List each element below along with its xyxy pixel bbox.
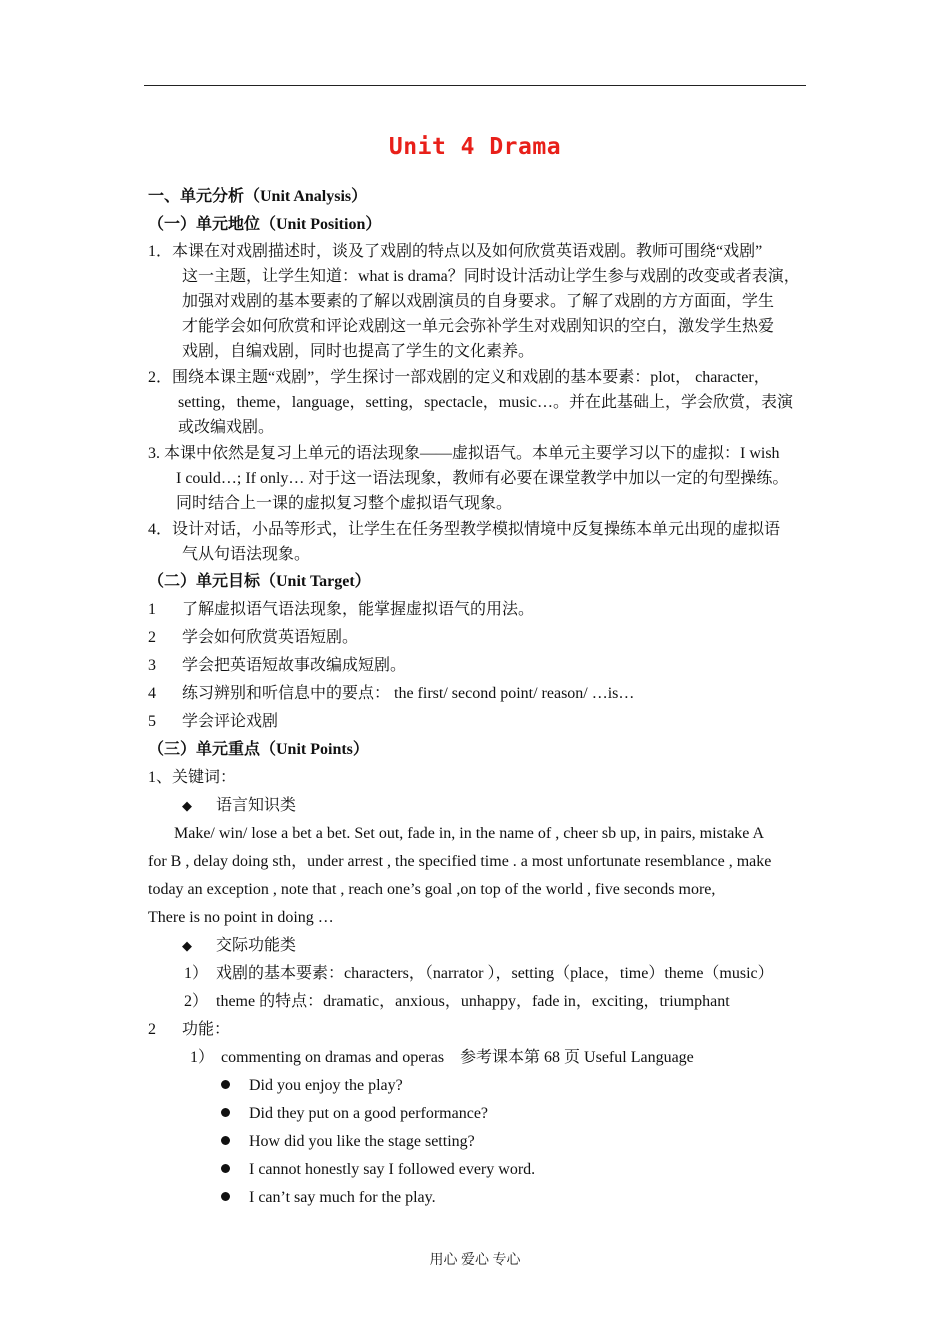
target-item [148, 708, 814, 736]
target-number: 3 [148, 657, 156, 674]
text-line: 加强对戏剧的基本要素的了解以戏剧演员的自身要求。了解了戏剧的方方面面，学生 [182, 293, 775, 310]
phrase-line: There is no point in doing … [148, 909, 334, 926]
target-text: 学会评论戏剧 [182, 713, 279, 730]
category-label: 语言知识类 [216, 797, 297, 814]
sub-item-text: theme 的特点：dramatic，anxious，unhappy，fade in，exciting，triumphant [216, 993, 730, 1010]
text-line: 4．设计对话，小品等形式，让学生在任务型教学模拟情境中反复操练本单元出现的虚拟语 [148, 521, 781, 538]
functions-item [148, 1044, 814, 1072]
section-heading: 一、单元分析（Unit Analysis） [148, 188, 368, 205]
bullet-text: Did you enjoy the play? [249, 1077, 403, 1094]
target-text: 练习辨别和听信息中的要点： the first/ second point/ reason/ …is… [182, 685, 635, 702]
sub-item [148, 988, 814, 1016]
phrase-line: for B , delay doing sth，under arrest , the specified time . a most unfortunate resemblance , make [148, 853, 772, 870]
header-rule [144, 85, 806, 86]
page-title: Unit 4 Drama [388, 134, 562, 160]
position-item-3 [148, 441, 814, 516]
list-item [148, 1156, 814, 1184]
text-line: 戏剧，自编戏剧，同时也提高了学生的文化素养。 [182, 343, 535, 360]
sub-item-number: 2） [184, 993, 209, 1010]
target-text: 学会如何欣赏英语短剧。 [182, 629, 359, 646]
bullet-dot-icon [221, 1136, 230, 1145]
text-line: I could…; If only… 对于这一语法现象，教师有必要在课堂教学中加以一定的句型操练。 [176, 470, 789, 487]
target-number: 1 [148, 601, 156, 618]
target-number: 2 [148, 629, 156, 646]
diamond-bullet-icon: ◆ [182, 938, 192, 953]
list-item [148, 1184, 814, 1212]
functions-item-text: commenting on dramas and operas 参考课本第 68 页 Useful Language [221, 1049, 694, 1066]
keywords-label: 1、关键词： [148, 769, 237, 786]
phrase-line: today an exception , note that , reach one’s goal ,on top of the world , five seconds more, [148, 881, 716, 898]
functions-item-number: 1） [190, 1049, 215, 1066]
functions-label: 功能： [182, 1021, 231, 1038]
list-item [148, 1100, 814, 1128]
page-footer: 用心 爱心 专心 [429, 1253, 521, 1268]
document-body [148, 183, 814, 1212]
target-item [148, 652, 814, 680]
target-text: 了解虚拟语气语法现象，能掌握虚拟语气的用法。 [182, 601, 535, 618]
sub-item [148, 960, 814, 988]
text-line: setting，theme，language，setting，spectacle，music…。并在此基础上，学会欣赏，表演 [178, 394, 794, 411]
unit-position-heading: （一）单元地位（Unit Position） [148, 216, 382, 233]
unit-points-heading: （三）单元重点（Unit Points） [148, 741, 369, 758]
target-number: 5 [148, 713, 156, 730]
language-category [148, 792, 814, 820]
bullet-text: Did they put on a good performance? [249, 1105, 489, 1122]
text-line: 2．围绕本课主题“戏剧”，学生探讨一部戏剧的定义和戏剧的基本要素：plot， character， [148, 369, 770, 386]
list-item [148, 1128, 814, 1156]
text-line: 这一主题，让学生知道：what is drama？同时设计活动让学生参与戏剧的改变或者表演， [182, 268, 800, 285]
text-line: 同时结合上一课的虚拟复习整个虚拟语气现象。 [176, 495, 513, 512]
communicative-category [148, 932, 814, 960]
bullet-dot-icon [221, 1192, 230, 1201]
functions-heading [148, 1016, 814, 1044]
text-line: 气从句语法现象。 [182, 546, 311, 563]
position-item-2 [148, 365, 814, 440]
text-line: 或改编戏剧。 [178, 419, 275, 436]
bullet-text: How did you like the stage setting? [249, 1133, 475, 1150]
bullet-text: I cannot honestly say I followed every word. [249, 1161, 536, 1178]
target-text: 学会把英语短故事改编成短剧。 [182, 657, 407, 674]
target-number: 4 [148, 685, 156, 702]
target-item [148, 680, 814, 708]
category-label: 交际功能类 [216, 937, 297, 954]
target-item [148, 624, 814, 652]
sub-item-number: 1） [184, 965, 209, 982]
text-line: 3. 本课中依然是复习上单元的语法现象——虚拟语气。本单元主要学习以下的虚拟：I wish [148, 445, 780, 462]
target-item [148, 596, 814, 624]
functions-number: 2 [148, 1021, 156, 1038]
bullet-text: I can’t say much for the play. [249, 1189, 436, 1206]
phrase-line: Make/ win/ lose a bet a bet. Set out, fade in, in the name of , cheer sb up, in pairs, mistake A [174, 825, 765, 842]
diamond-bullet-icon: ◆ [182, 798, 192, 813]
text-line: 才能学会如何欣赏和评论戏剧这一单元会弥补学生对戏剧知识的空白，激发学生热爱 [182, 318, 775, 335]
unit-target-heading: （二）单元目标（Unit Target） [148, 573, 371, 590]
bullet-dot-icon [221, 1108, 230, 1117]
text-line: 1．本课在对戏剧描述时，谈及了戏剧的特点以及如何欣赏英语戏剧。教师可围绕“戏剧” [148, 243, 763, 260]
bullet-dot-icon [221, 1164, 230, 1173]
bullet-dot-icon [221, 1080, 230, 1089]
sub-item-text: 戏剧的基本要素：characters，（narrator ），setting（place，time）theme（music） [216, 965, 774, 982]
position-item-4 [148, 517, 814, 567]
position-item-1 [148, 239, 814, 364]
list-item [148, 1072, 814, 1100]
